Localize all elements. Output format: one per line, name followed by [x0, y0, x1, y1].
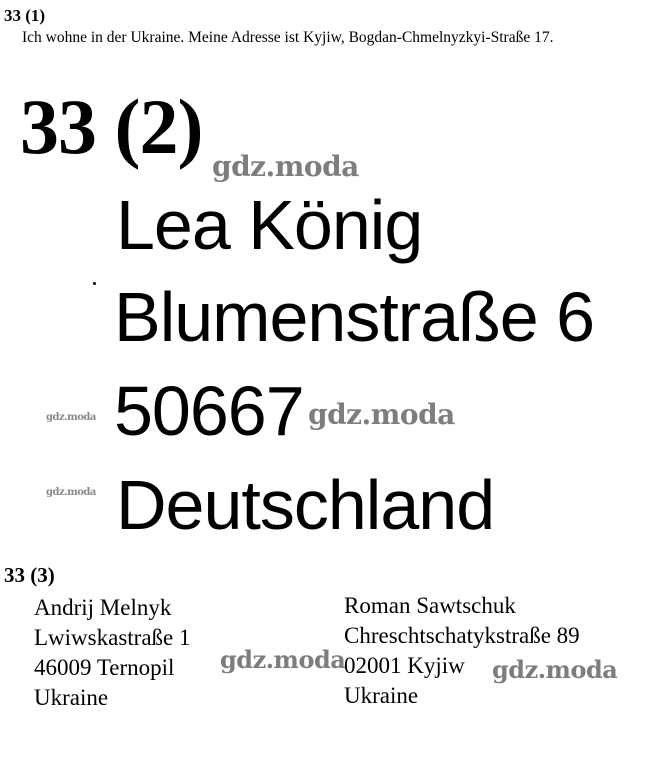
address-line: Chreschtschatykstraße 89	[344, 623, 580, 648]
address-name-line: Lea König	[116, 186, 423, 264]
address-country-line: Deutschland	[116, 466, 495, 544]
address-line: Ukraine	[34, 685, 109, 710]
watermark: gdz.moda	[46, 412, 96, 423]
address-line: Lwiwskastraße 1	[34, 625, 191, 650]
address-postcode-line: 50667	[114, 372, 304, 450]
exercise-heading-3: 33 (3)	[4, 563, 55, 587]
address-line: 46009 Ternopil	[34, 655, 175, 680]
watermark: gdz.moda	[492, 655, 618, 684]
address-line: Roman Sawtschuk	[344, 593, 516, 618]
ink-speck	[93, 282, 96, 285]
address-street-line: Blumenstraße 6	[114, 278, 595, 356]
address-line: Andrij Melnyk	[34, 595, 172, 620]
watermark: gdz.moda	[212, 150, 359, 183]
address-block-left	[34, 593, 191, 713]
exercise-heading-1: 33 (1)	[4, 6, 46, 25]
watermark: gdz.moda	[46, 487, 96, 498]
exercise-text-1: Ich wohne in der Ukraine. Meine Adresse ist Kyjiw, Bogdan-Chmelnyzkyi-Straße 17.	[22, 29, 554, 46]
watermark: gdz.moda	[308, 398, 455, 431]
exercise-heading-2: 33 (2)	[20, 83, 203, 170]
address-line: Ukraine	[344, 683, 419, 708]
address-block-right	[344, 591, 580, 711]
address-line: 02001 Kyjiw	[344, 653, 465, 678]
watermark: gdz.moda	[220, 645, 346, 674]
